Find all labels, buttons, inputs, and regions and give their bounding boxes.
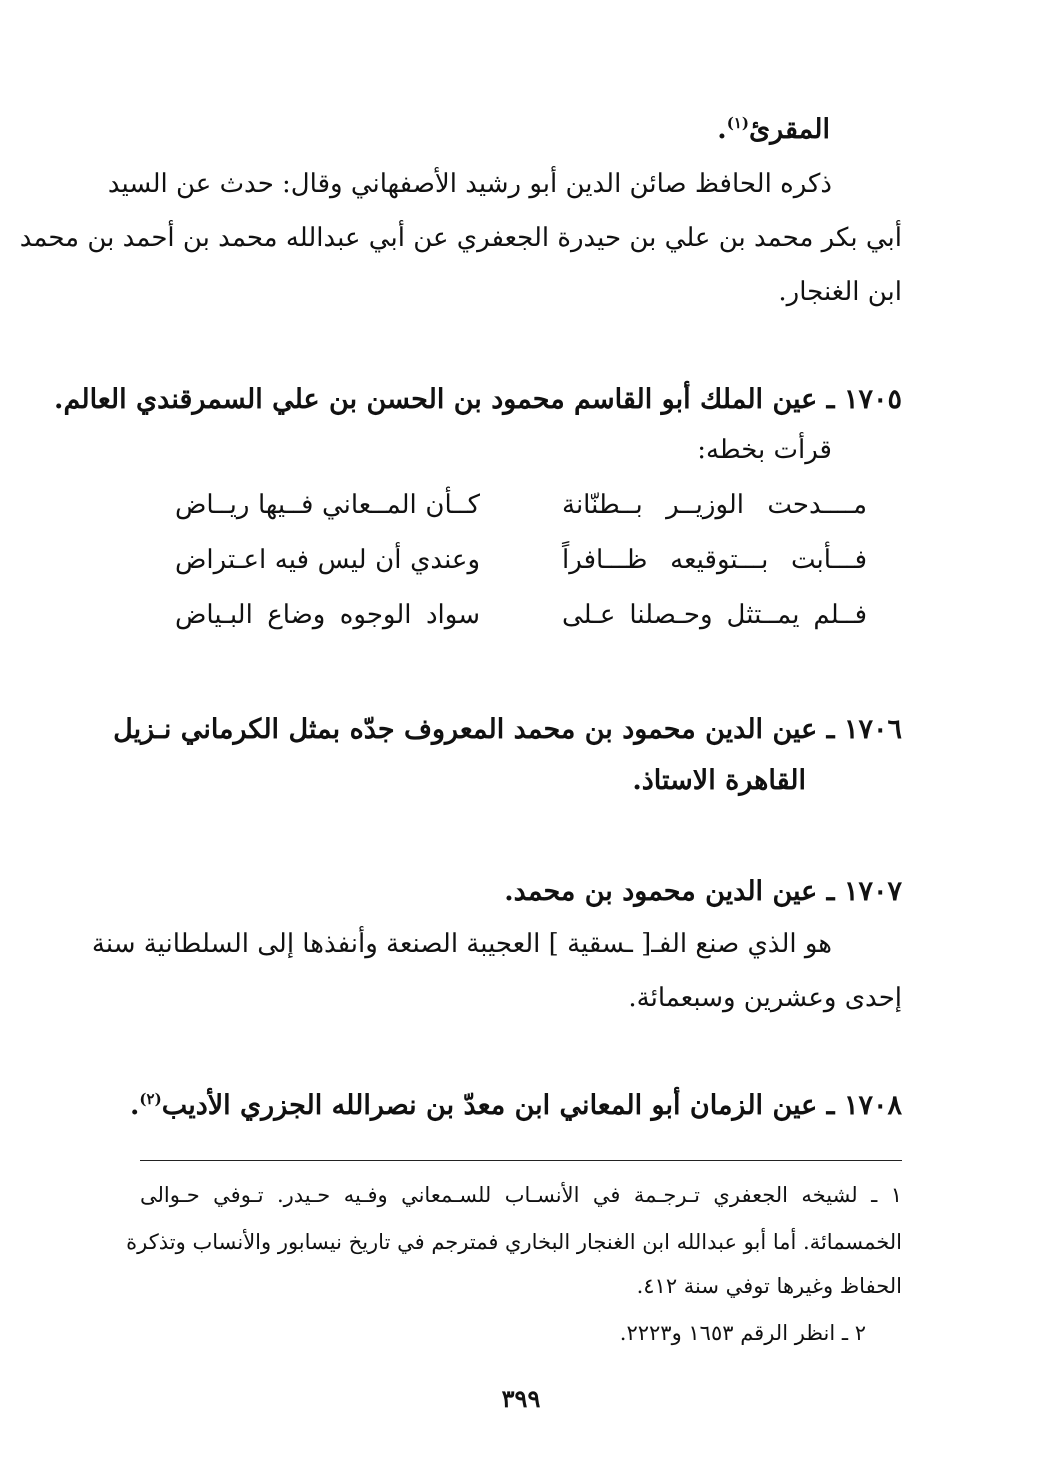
verse-intro: قرأت بخطه:: [697, 435, 832, 465]
footnote-ref-1: (١): [726, 114, 749, 132]
footnote-ref-2: (٢): [139, 1090, 162, 1108]
paragraph-line: هو الذي صنع الفـ[ ـسقية ] العجيبة الصنعة وأنفذها إلى السلطانية سنة: [91, 929, 832, 959]
entry-heading-1705: ١٧٠٥ ـ عين الملك أبو القاسم محمود بن الحسن بن علي السمرقندي العالم.: [54, 384, 902, 415]
entry-heading-1707: ١٧٠٧ ـ عين الدين محمود بن محمد.: [504, 876, 902, 907]
entry-heading-1706: ١٧٠٦ ـ عين الدين محمود بن محمد المعروف جدّه بمثل الكرماني نـزيل: [113, 714, 902, 745]
paragraph-line: ابن الغنجار.: [778, 277, 902, 307]
entry-tail-heading: المقرئ$^{(١)}$.: [717, 114, 830, 145]
paragraph-line: إحدى وعشرين وسبعمائة.: [628, 983, 902, 1013]
paragraph-line: ذكره الحافظ صائن الدين أبو رشيد الأصفهاني وقال: حدث عن السيد: [107, 169, 832, 199]
verse-line: [140, 600, 902, 640]
entry-heading-1706-cont: القاهرة الاستاذ.: [632, 765, 806, 796]
paragraph-line: أبي بكر محمد بن علي بن حيدرة الجعفري عن أبي عبدالله محمد بن أحمد بن محمد: [19, 223, 902, 253]
footnote-1-line: الخمسمائة. أما أبو عبدالله ابن الغنجار البخاري فمترجم في تاريخ نيسابور والأنساب وتذكرة: [126, 1230, 902, 1254]
footnote-1-line: الحفاظ وغيرها توفي سنة ٤١٢.: [636, 1274, 902, 1298]
verse-second-hemistich: وعندي أن ليس فيه اعـتراض: [175, 545, 480, 575]
verse-first-hemistich: فــلم يمــتثل وحـصلنا عـلى: [562, 600, 867, 630]
footnote-separator: [140, 1160, 902, 1161]
footnote-2: ٢ ـ انظر الرقم ١٦٥٣ و٢٢٢٣.: [619, 1321, 866, 1345]
verse-first-hemistich: فـــأبت بـــتوقيعه ظـــافراً: [562, 545, 867, 575]
page: [19, 0, 902, 1475]
page-number: ٣٩٩: [501, 1384, 541, 1413]
verse-line: [140, 545, 902, 585]
footnote-1-line: ١ ـ لشيخه الجعفري تـرجـمة في الأنسـاب للسـمعاني وفـيه حـيدر. تـوفي حـوالى: [140, 1183, 902, 1207]
verse-line: [140, 490, 902, 530]
verse-second-hemistich: سواد الوجوه وضاع البـياض: [175, 600, 480, 630]
verse-first-hemistich: مــــدحت الوزيــر بــطنّانة: [562, 490, 867, 520]
entry-heading-1708: ١٧٠٨ ـ عين الزمان أبو المعاني ابن معدّ بن نصرالله الجزري الأديب$^{(٢)}$.: [130, 1090, 902, 1121]
verse-second-hemistich: كــأن المــعاني فــيها ريــاض: [175, 490, 480, 520]
